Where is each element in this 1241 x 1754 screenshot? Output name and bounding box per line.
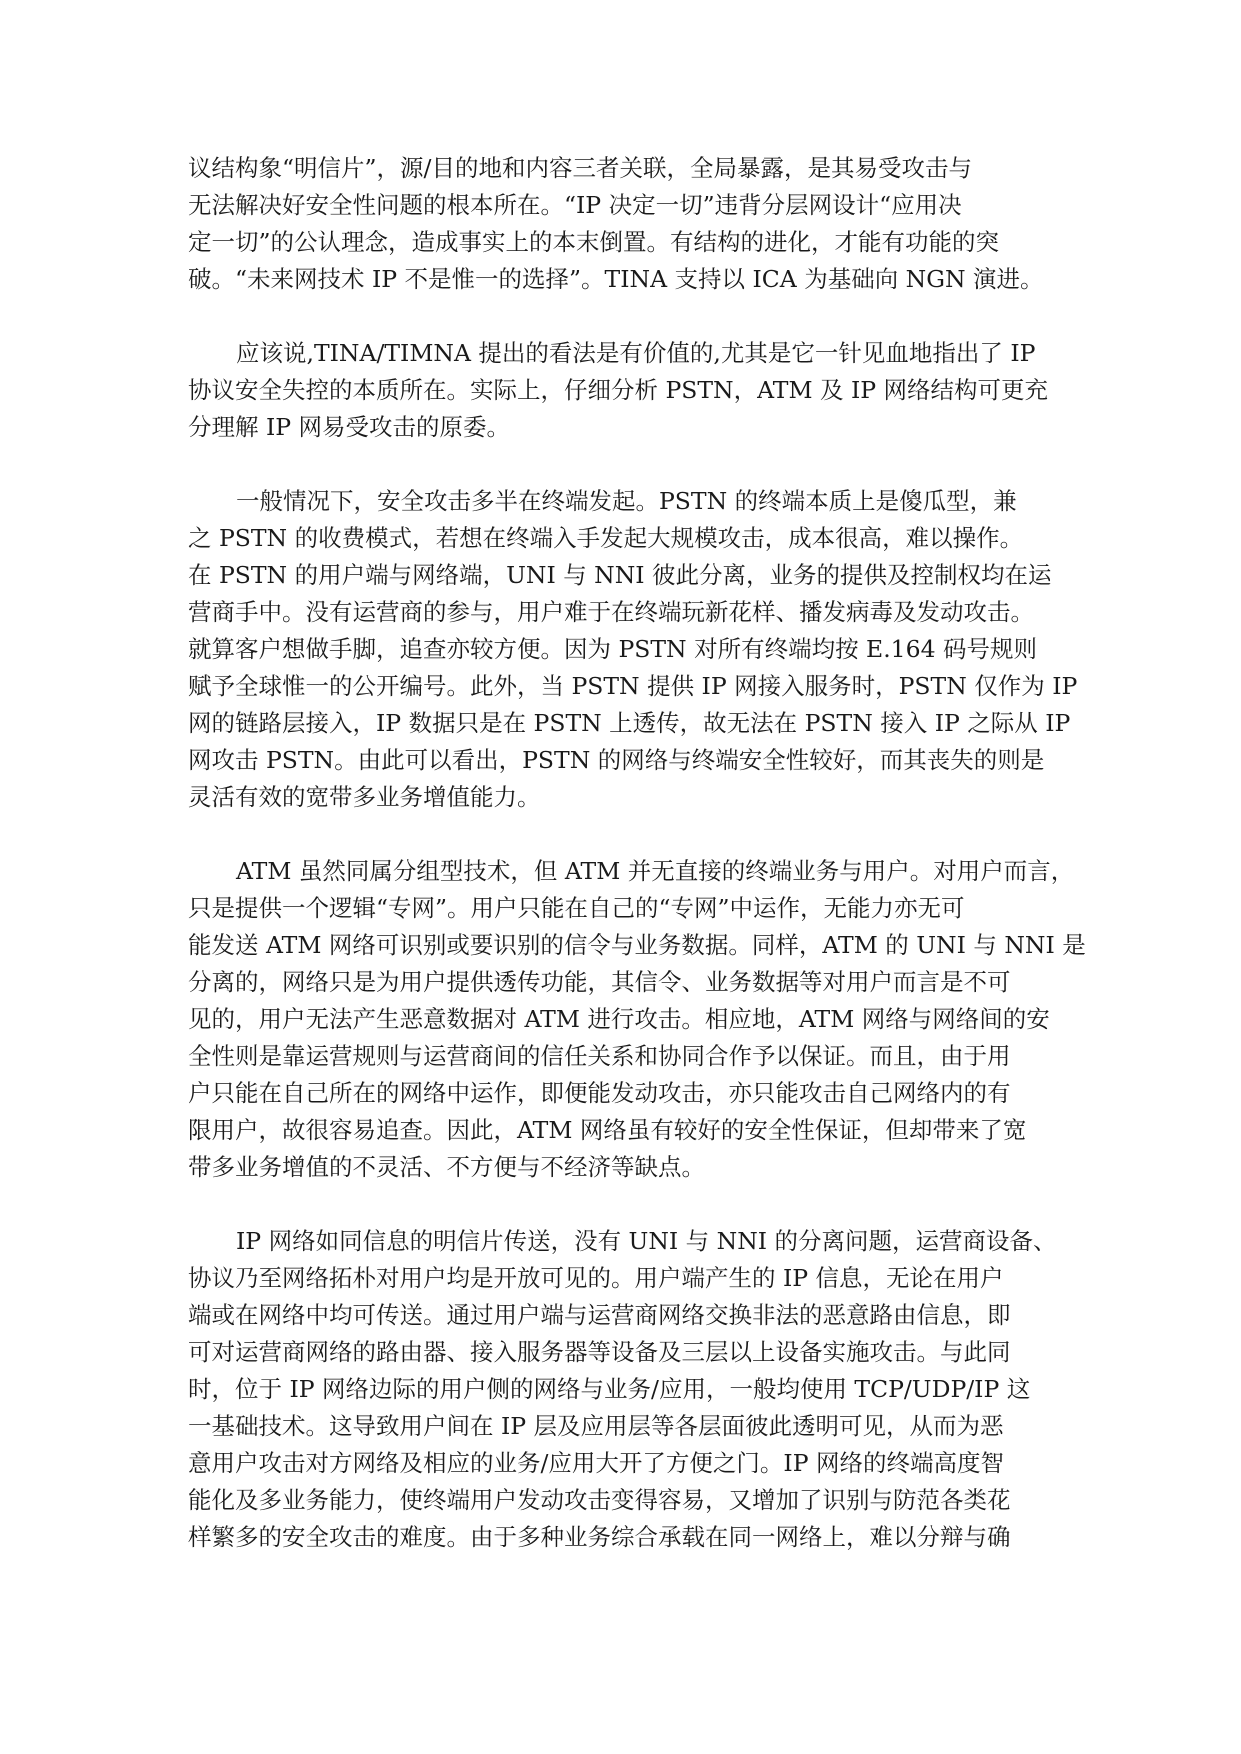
- text-line: 网的链路层接入，IP 数据只是在 PSTN 上透传，故无法在 PSTN 接入 IP 之际从 IP: [188, 709, 1071, 737]
- text-line: 户只能在自己所在的网络中运作，即便能发动攻击，亦只能攻击自己网络内的有: [188, 1079, 1011, 1107]
- text-line: 见的，用户无法产生恶意数据对 ATM 进行攻击。相应地，ATM 网络与网络间的安: [188, 1005, 1050, 1033]
- text-line: 赋予全球惟一的公开编号。此外，当 PSTN 提供 IP 网接入服务时，PSTN 仅作为 IP: [188, 672, 1078, 700]
- text-line: 端或在网络中均可传送。通过用户端与运营商网络交换非法的恶意路由信息，即: [188, 1301, 1011, 1329]
- text-line: 样繁多的安全攻击的难度。由于多种业务综合承载在同一网络上，难以分辩与确: [188, 1523, 1011, 1551]
- paragraph-4: [188, 853, 1086, 1186]
- text-line: 分离的，网络只是为用户提供透传功能，其信令、业务数据等对用户而言是不可: [188, 968, 1011, 996]
- text-line: 只是提供一个逻辑“专网”。用户只能在自己的“专网”中运作，无能力亦无可: [188, 894, 965, 922]
- text-line: 灵活有效的宽带多业务增值能力。: [188, 783, 541, 811]
- text-line: 可对运营商网络的路由器、接入服务器等设备及三层以上设备实施攻击。与此同: [188, 1338, 1011, 1366]
- paragraph-2: [188, 335, 1058, 446]
- text-line: 破。“未来网技术 IP 不是惟一的选择”。TINA 支持以 ICA 为基础向 NGN 演进。: [188, 265, 1044, 293]
- paragraph-1: [188, 150, 1058, 298]
- text-line: 协议乃至网络拓朴对用户均是开放可见的。用户端产生的 IP 信息，无论在用户: [188, 1264, 1004, 1292]
- text-line: 议结构象“明信片”，源/目的地和内容三者关联，全局暴露，是其易受攻击与: [188, 154, 972, 182]
- text-line: 全性则是靠运营规则与运营商间的信任关系和协同合作予以保证。而且，由于用: [188, 1042, 1011, 1070]
- document-page: [188, 150, 1086, 1593]
- text-line: 在 PSTN 的用户端与网络端，UNI 与 NNI 彼此分离，业务的提供及控制权均在运: [188, 561, 1052, 589]
- text-line: 时，位于 IP 网络边际的用户侧的网络与业务/应用，一般均使用 TCP/UDP/IP 这: [188, 1375, 1031, 1403]
- text-line: 限用户，故很容易追查。因此，ATM 网络虽有较好的安全性保证，但却带来了宽: [188, 1116, 1027, 1144]
- paragraph-3: [188, 483, 1078, 816]
- text-line: 定一切”的公认理念，造成事实上的本末倒置。有结构的进化，才能有功能的突: [188, 228, 1000, 256]
- text-line: 营商手中。没有运营商的参与，用户难于在终端玩新花样、播发病毒及发动攻击。: [188, 598, 1034, 626]
- text-line: 就算客户想做手脚，追查亦较方便。因为 PSTN 对所有终端均按 E.164 码号规则: [188, 635, 1038, 663]
- text-line: 意用户攻击对方网络及相应的业务/应用大开了方便之门。IP 网络的终端高度智: [188, 1449, 1004, 1477]
- text-line: 网攻击 PSTN。由此可以看出，PSTN 的网络与终端安全性较好，而其丧失的则是: [188, 746, 1045, 774]
- text-line: 能发送 ATM 网络可识别或要识别的信令与业务数据。同样，ATM 的 UNI 与 NNI 是: [188, 931, 1086, 959]
- text-line: 分理解 IP 网易受攻击的原委。: [188, 413, 511, 441]
- text-line: 一般情况下，安全攻击多半在终端发起。PSTN 的终端本质上是傻瓜型，兼: [236, 487, 1017, 515]
- text-line: 协议安全失控的本质所在。实际上，仔细分析 PSTN，ATM 及 IP 网络结构可更充: [188, 376, 1049, 404]
- text-line: 一基础技术。这导致用户间在 IP 层及应用层等各层面彼此透明可见，从而为恶: [188, 1412, 1004, 1440]
- text-line: ATM 虽然同属分组型技术，但 ATM 并无直接的终端业务与用户。对用户而言，: [236, 857, 1075, 885]
- text-line: 无法解决好安全性问题的根本所在。“IP 决定一切”违背分层网设计“应用决: [188, 191, 962, 219]
- text-line: 带多业务增值的不灵活、不方便与不经济等缺点。: [188, 1153, 705, 1181]
- text-line: IP 网络如同信息的明信片传送，没有 UNI 与 NNI 的分离问题，运营商设备、: [236, 1227, 1057, 1255]
- paragraph-5: [188, 1223, 1058, 1556]
- text-line: 能化及多业务能力，使终端用户发动攻击变得容易，又增加了识别与防范各类花: [188, 1486, 1011, 1514]
- text-line: 应该说,TINA/TIMNA 提出的看法是有价值的,尤其是它一针见血地指出了 IP: [236, 339, 1036, 367]
- text-line: 之 PSTN 的收费模式，若想在终端入手发起大规模攻击，成本很高，难以操作。: [188, 524, 1024, 552]
